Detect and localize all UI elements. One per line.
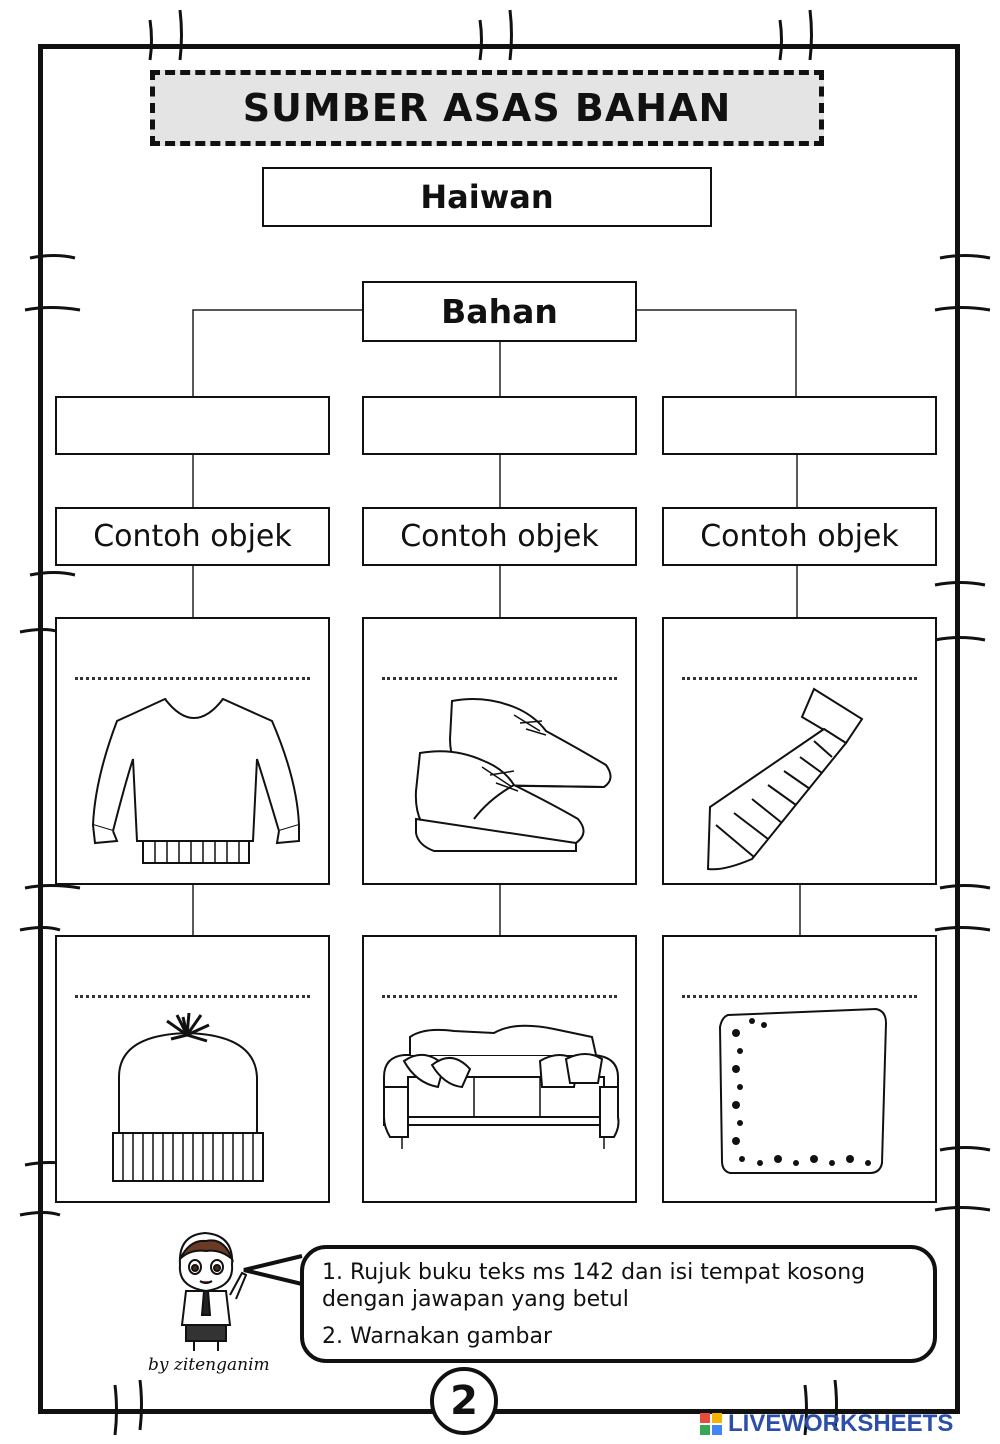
sweater-icon xyxy=(57,619,332,887)
beanie-icon xyxy=(57,937,325,1205)
character-illustration xyxy=(150,1225,260,1355)
brand-text: LIVEWORKSHEETS xyxy=(728,1410,954,1437)
object-card-sofa xyxy=(362,935,637,1203)
root-label: Bahan xyxy=(362,281,637,342)
material-answer-box-1[interactable] xyxy=(55,396,330,455)
handkerchief-icon xyxy=(664,937,939,1205)
speech-pointer xyxy=(242,1250,306,1290)
source-label: Haiwan xyxy=(262,167,712,227)
brand-icon xyxy=(700,1413,722,1435)
instruction-2: 2. Warnakan gambar xyxy=(322,1324,553,1349)
instruction-1: 1. Rujuk buku teks ms 142 dan isi tempat kosong dengan jawapan yang betul xyxy=(322,1260,866,1312)
material-answer-box-2[interactable] xyxy=(362,396,637,455)
worksheet-title: SUMBER ASAS BAHAN xyxy=(150,70,824,146)
credit-signature: by zitenganim xyxy=(148,1355,270,1375)
object-card-beanie xyxy=(55,935,330,1203)
object-card-shoes xyxy=(362,617,637,885)
necktie-icon xyxy=(664,619,939,887)
page-number: 2 xyxy=(430,1367,498,1435)
sofa-icon xyxy=(364,937,639,1205)
brand-logo xyxy=(700,1408,995,1440)
example-label-2: Contoh objek xyxy=(362,507,637,566)
object-card-handkerchief xyxy=(662,935,937,1203)
instructions-bubble xyxy=(300,1245,937,1363)
shoes-icon xyxy=(364,619,639,887)
object-card-necktie xyxy=(662,617,937,885)
example-label-3: Contoh objek xyxy=(662,507,937,566)
object-card-sweater xyxy=(55,617,330,885)
example-label-1: Contoh objek xyxy=(55,507,330,566)
material-answer-box-3[interactable] xyxy=(662,396,937,455)
